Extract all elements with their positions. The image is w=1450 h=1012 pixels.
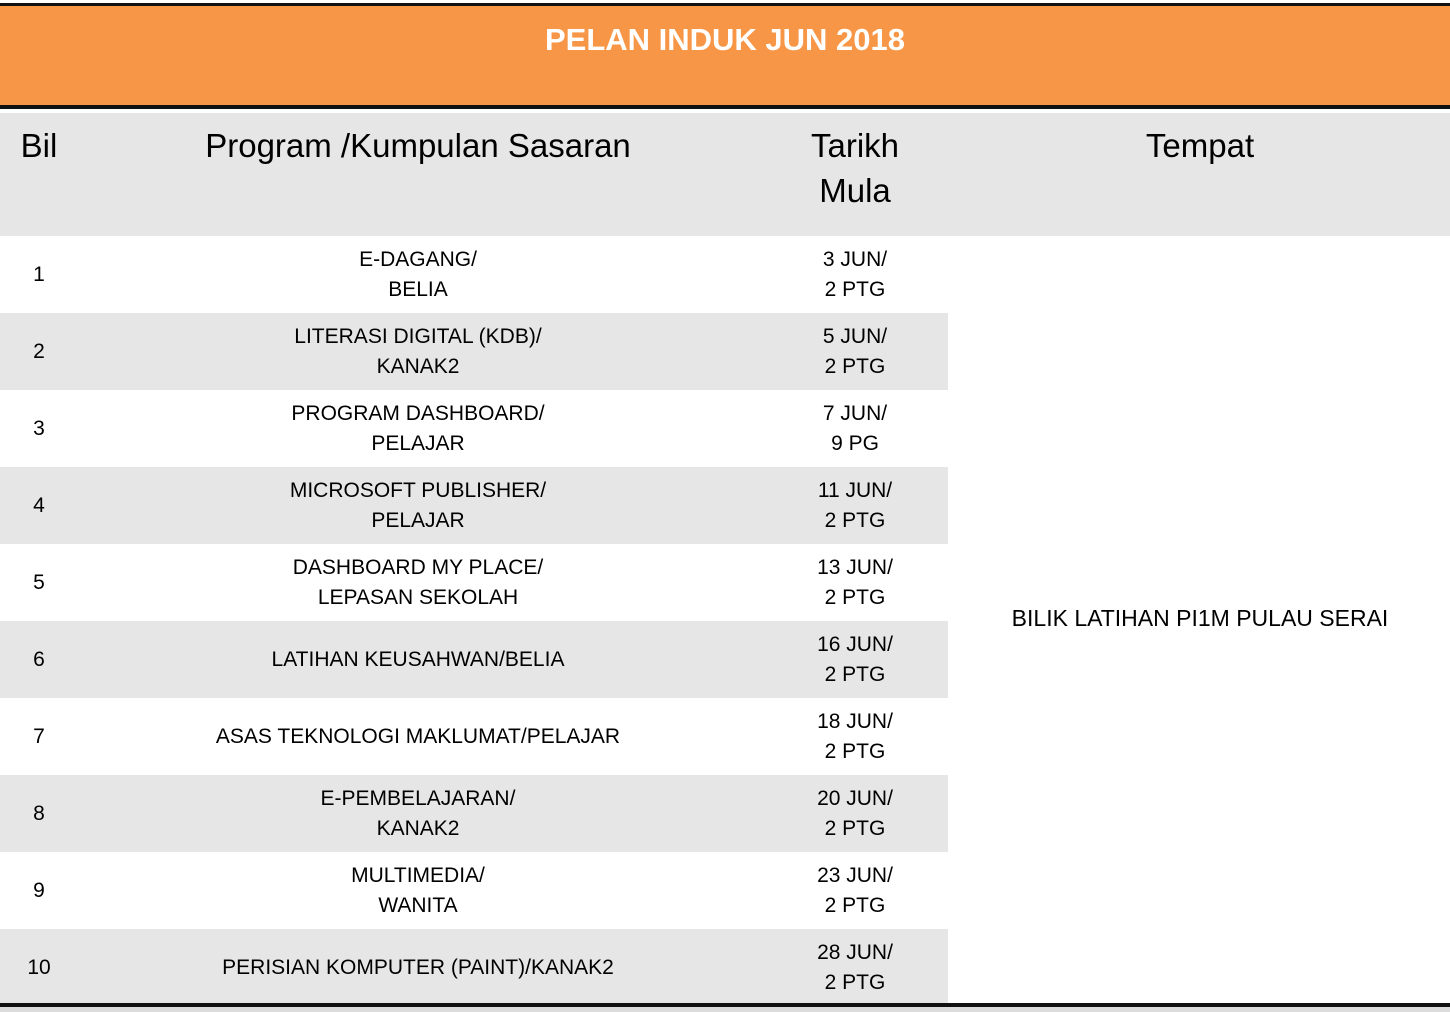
tarikh-line: 28 JUN/	[817, 940, 893, 964]
table-row	[0, 929, 948, 1006]
tarikh-line: 16 JUN/	[817, 632, 893, 656]
program-line: ASAS TEKNOLOGI MAKLUMAT/PELAJAR	[215, 724, 621, 748]
cell-tarikh	[760, 929, 950, 1006]
page-title: PELAN INDUK JUN 2018	[544, 22, 906, 57]
program-line: PERISIAN KOMPUTER (PAINT)/KANAK2	[222, 955, 614, 979]
tarikh-line: 2 PTG	[824, 662, 886, 686]
tarikh-line: 2 PTG	[824, 893, 886, 917]
cell-tarikh	[760, 775, 950, 852]
table-row	[0, 544, 948, 621]
program-line: BELIA	[388, 277, 448, 301]
cell-bil: 8	[33, 801, 45, 825]
cell-tarikh	[760, 390, 950, 467]
header-tarikh-line2: Mula	[819, 172, 891, 209]
program-line: LEPASAN SEKOLAH	[317, 585, 519, 609]
cell-bil: 10	[27, 955, 51, 979]
table-row	[0, 621, 948, 698]
cell-program	[78, 544, 758, 621]
tarikh-line: 2 PTG	[824, 816, 886, 840]
header-program: Program /Kumpulan Sasaran	[205, 127, 631, 164]
program-line: E-PEMBELAJARAN/	[320, 786, 516, 810]
program-line: LITERASI DIGITAL (KDB)/	[294, 324, 542, 348]
cell-tarikh	[760, 852, 950, 929]
program-line: LATIHAN KEUSAHWAN/BELIA	[271, 647, 565, 671]
program-line: WANITA	[378, 893, 458, 917]
program-line: MICROSOFT PUBLISHER/	[289, 478, 547, 502]
tarikh-line: 2 PTG	[824, 970, 886, 994]
cell-tarikh	[760, 621, 950, 698]
tarikh-line: 2 PTG	[824, 585, 886, 609]
header-tempat: Tempat	[1145, 127, 1255, 164]
cell-program	[78, 236, 758, 313]
tarikh-line: 5 JUN/	[822, 324, 888, 348]
cell-program	[78, 390, 758, 467]
tarikh-line: 2 PTG	[824, 354, 886, 378]
tarikh-line: 2 PTG	[824, 739, 886, 763]
header-bil: Bil	[20, 127, 58, 164]
program-line: KANAK2	[376, 354, 460, 378]
cell-tempat-merged: BILIK LATIHAN PI1M PULAU SERAI	[1011, 605, 1389, 631]
header-tarikh-mula	[760, 123, 950, 213]
cell-tarikh	[760, 698, 950, 775]
tarikh-line: 3 JUN/	[822, 247, 888, 271]
tarikh-line: 9 PG	[831, 431, 879, 455]
program-line: PELAJAR	[371, 508, 465, 532]
table-row	[0, 852, 948, 929]
tarikh-line: 23 JUN/	[817, 863, 893, 887]
table-row	[0, 775, 948, 852]
tarikh-line: 7 JUN/	[822, 401, 888, 425]
cell-bil: 4	[33, 493, 45, 517]
tarikh-line: 2 PTG	[824, 277, 886, 301]
cell-bil: 7	[33, 724, 45, 748]
table-row	[0, 698, 948, 775]
cell-bil: 3	[33, 416, 45, 440]
table-row	[0, 236, 948, 313]
bottom-strip	[0, 1007, 1450, 1012]
cell-program	[78, 929, 758, 1006]
cell-program	[78, 621, 758, 698]
table-row	[0, 467, 948, 544]
tarikh-line: 20 JUN/	[817, 786, 893, 810]
cell-bil: 1	[33, 262, 45, 286]
cell-tarikh	[760, 236, 950, 313]
title-band	[0, 3, 1450, 109]
tarikh-line: 18 JUN/	[817, 709, 893, 733]
tarikh-line: 2 PTG	[824, 508, 886, 532]
cell-tarikh	[760, 467, 950, 544]
program-line: PELAJAR	[371, 431, 465, 455]
table-header-row	[0, 113, 1450, 236]
cell-tarikh	[760, 313, 950, 390]
header-tarikh-line1: Tarikh	[810, 127, 900, 164]
cell-bil: 9	[33, 878, 45, 902]
cell-bil: 2	[33, 339, 45, 363]
cell-program	[78, 775, 758, 852]
cell-program	[78, 698, 758, 775]
tarikh-line: 13 JUN/	[817, 555, 893, 579]
program-line: PROGRAM DASHBOARD/	[291, 401, 545, 425]
cell-program	[78, 852, 758, 929]
cell-bil: 5	[33, 570, 45, 594]
program-line: KANAK2	[376, 816, 460, 840]
table-row	[0, 313, 948, 390]
cell-bil: 6	[33, 647, 45, 671]
tarikh-line: 11 JUN/	[817, 478, 893, 502]
cell-tarikh	[760, 544, 950, 621]
program-line: MULTIMEDIA/	[351, 863, 485, 887]
table-row	[0, 390, 948, 467]
cell-program	[78, 467, 758, 544]
cell-program	[78, 313, 758, 390]
program-line: E-DAGANG/	[359, 247, 477, 271]
program-line: DASHBOARD MY PLACE/	[292, 555, 544, 579]
